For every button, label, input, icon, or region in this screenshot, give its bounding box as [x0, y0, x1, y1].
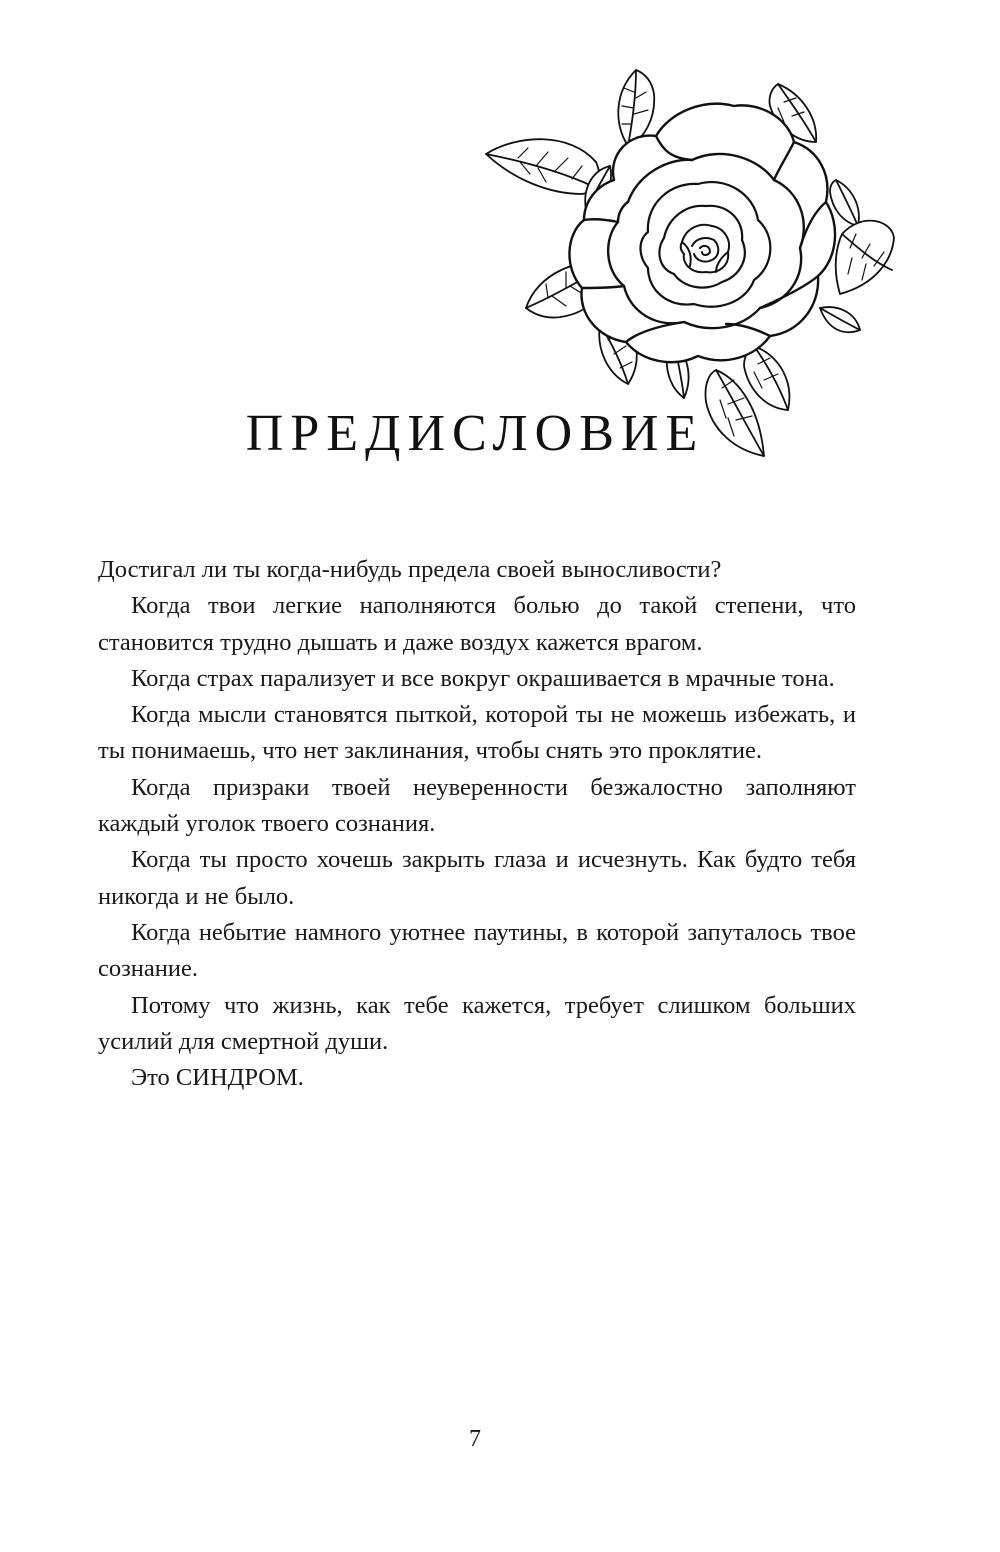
paragraph: Потому что жизнь, как тебе кажется, требует слишком больших усилий для смертной души.: [98, 991, 856, 1055]
paragraph: Когда небытие намного уютнее паутины, в которой запуталось твое сознание.: [98, 918, 856, 983]
page-title: ПРЕДИСЛОВИЕ: [245, 405, 705, 462]
leaf-right-small: [820, 307, 860, 332]
page-number: 7: [469, 1426, 481, 1452]
paragraph: Достигал ли ты когда-нибудь предела своей выносливости?: [98, 556, 722, 583]
paragraph: Когда твои легкие наполняются болью до такой степени, что становится трудно дышать и даже воздух кажется врагом.: [98, 592, 856, 656]
leaf-right: [836, 221, 894, 294]
paragraph: Когда призраки твоей неуверенности безжалостно заполняют каждый уголок твоего сознания.: [98, 773, 856, 838]
paragraph: Когда страх парализует и все вокруг окрашивается в мрачные тона.: [131, 664, 835, 692]
paragraph: Это СИНДРОМ.: [131, 1064, 304, 1092]
paragraph: Когда мысли становятся пыткой, которой ты не можешь избежать, и ты понимаешь, что нет заклинания, чтобы снять это проклятие.: [98, 701, 856, 765]
leaf-bottom-right: [744, 346, 789, 410]
leaf-left-upper: [486, 139, 599, 194]
rose-inner-petals: [681, 225, 729, 273]
foreword-body: [98, 552, 856, 1096]
paragraph: Когда ты просто хочешь закрыть глаза и исчезнуть. Как будто тебя никогда и не было.: [98, 846, 856, 910]
